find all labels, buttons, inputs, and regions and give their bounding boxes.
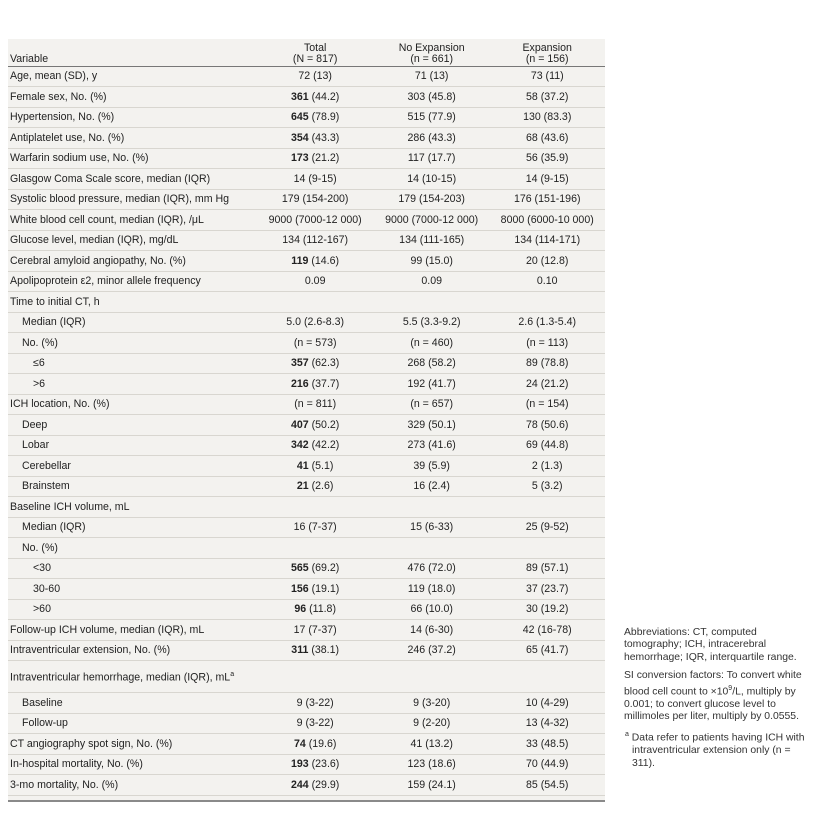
row-label: Glasgow Coma Scale score, median (IQR) bbox=[8, 169, 256, 190]
cell-expansion: 70 (44.9) bbox=[489, 754, 605, 775]
row-label: 3-mo mortality, No. (%) bbox=[8, 775, 256, 796]
cell-total: 645 (78.9) bbox=[256, 107, 373, 128]
cell-total: 179 (154-200) bbox=[256, 189, 373, 210]
table-row bbox=[8, 66, 605, 87]
cell-no-expansion: 303 (45.8) bbox=[374, 87, 490, 108]
cell-expansion: 68 (43.6) bbox=[489, 128, 605, 149]
row-label: Age, mean (SD), y bbox=[8, 66, 256, 87]
cell-no-expansion: 14 (10-15) bbox=[374, 169, 490, 190]
row-label: Brainstem bbox=[8, 476, 256, 497]
cell-expansion: 42 (16-78) bbox=[489, 620, 605, 641]
table-row bbox=[8, 754, 605, 775]
row-label: Systolic blood pressure, median (IQR), mm Hg bbox=[8, 189, 256, 210]
table-row bbox=[8, 693, 605, 714]
cell-no-expansion: 329 (50.1) bbox=[374, 415, 490, 436]
row-label: <30 bbox=[8, 558, 256, 579]
cell-no-expansion: 41 (13.2) bbox=[374, 734, 490, 755]
table-row bbox=[8, 456, 605, 477]
row-label: No. (%) bbox=[8, 538, 256, 559]
row-label: CT angiography spot sign, No. (%) bbox=[8, 734, 256, 755]
cell-total: 216 (37.7) bbox=[256, 374, 373, 395]
cell-no-expansion: 15 (6-33) bbox=[374, 517, 490, 538]
cell-expansion: (n = 113) bbox=[489, 333, 605, 354]
cell-no-expansion: 9 (3-20) bbox=[374, 693, 490, 714]
row-label: Median (IQR) bbox=[8, 312, 256, 333]
cell-expansion bbox=[489, 661, 605, 693]
cell-expansion bbox=[489, 497, 605, 518]
table-row bbox=[8, 210, 605, 231]
cell-total: 156 (19.1) bbox=[256, 579, 373, 600]
cell-no-expansion: 246 (37.2) bbox=[374, 640, 490, 661]
cell-total: 311 (38.1) bbox=[256, 640, 373, 661]
table-row bbox=[8, 558, 605, 579]
row-label: Follow-up bbox=[8, 713, 256, 734]
table-row bbox=[8, 271, 605, 292]
table-row bbox=[8, 734, 605, 755]
cell-expansion: 13 (4-32) bbox=[489, 713, 605, 734]
cell-expansion: 89 (57.1) bbox=[489, 558, 605, 579]
cell-expansion: 89 (78.8) bbox=[489, 353, 605, 374]
cell-total: 5.0 (2.6-8.3) bbox=[256, 312, 373, 333]
cell-no-expansion bbox=[374, 538, 490, 559]
cell-total: 9 (3-22) bbox=[256, 713, 373, 734]
cell-expansion: 58 (37.2) bbox=[489, 87, 605, 108]
cell-expansion: 0.10 bbox=[489, 271, 605, 292]
si-conversion-note: SI conversion factors: To convert white blood cell count to $\times 10^9/L$, multiply by 0.001; to convert glucose level to millimoles per liter, multiply by 0.0555. bbox=[624, 670, 802, 722]
cell-total: 21 (2.6) bbox=[256, 476, 373, 497]
table-row bbox=[8, 230, 605, 251]
cell-no-expansion: 119 (18.0) bbox=[374, 579, 490, 600]
header-no-expansion: No Expansion (n = 661) bbox=[374, 39, 490, 66]
cell-total: (n = 573) bbox=[256, 333, 373, 354]
cell-total: (n = 811) bbox=[256, 394, 373, 415]
table-row bbox=[8, 87, 605, 108]
cell-expansion: 65 (41.7) bbox=[489, 640, 605, 661]
table-row bbox=[8, 333, 605, 354]
row-label: Warfarin sodium use, No. (%) bbox=[8, 148, 256, 169]
table-row bbox=[8, 169, 605, 190]
cell-expansion: 14 (9-15) bbox=[489, 169, 605, 190]
cell-total: 0.09 bbox=[256, 271, 373, 292]
row-label: Apolipoprotein ε2, minor allele frequency bbox=[8, 271, 256, 292]
cell-expansion: 134 (114-171) bbox=[489, 230, 605, 251]
cell-no-expansion: 71 (13) bbox=[374, 66, 490, 87]
cell-no-expansion: 117 (17.7) bbox=[374, 148, 490, 169]
table-row bbox=[8, 415, 605, 436]
footnote-a: $^a$ Data refer to patients having ICH with intraventricular extension only (n = 311). bbox=[625, 731, 805, 769]
table-row bbox=[8, 107, 605, 128]
cell-total: 354 (43.3) bbox=[256, 128, 373, 149]
cell-expansion: 176 (151-196) bbox=[489, 189, 605, 210]
header-total: Total (N = 817) bbox=[256, 39, 373, 66]
row-label: Intraventricular hemorrhage, median (IQR), $mL^a$ bbox=[8, 661, 256, 693]
table-row bbox=[8, 538, 605, 559]
cell-expansion: 78 (50.6) bbox=[489, 415, 605, 436]
cell-total: 173 (21.2) bbox=[256, 148, 373, 169]
table-row bbox=[8, 497, 605, 518]
cell-no-expansion: (n = 657) bbox=[374, 394, 490, 415]
row-label: >6 bbox=[8, 374, 256, 395]
data-table bbox=[8, 39, 605, 796]
cell-no-expansion: 159 (24.1) bbox=[374, 775, 490, 796]
cell-no-expansion: 5.5 (3.3-9.2) bbox=[374, 312, 490, 333]
cell-no-expansion: 9 (2-20) bbox=[374, 713, 490, 734]
baseline-characteristics-table bbox=[8, 39, 605, 796]
table-row bbox=[8, 476, 605, 497]
cell-no-expansion: 0.09 bbox=[374, 271, 490, 292]
cell-expansion: 37 (23.7) bbox=[489, 579, 605, 600]
cell-no-expansion bbox=[374, 292, 490, 313]
cell-total: 17 (7-37) bbox=[256, 620, 373, 641]
header-expansion: Expansion (n = 156) bbox=[489, 39, 605, 66]
cell-total: 74 (19.6) bbox=[256, 734, 373, 755]
cell-expansion: 2 (1.3) bbox=[489, 456, 605, 477]
cell-expansion: 20 (12.8) bbox=[489, 251, 605, 272]
cell-expansion bbox=[489, 538, 605, 559]
table-row bbox=[8, 579, 605, 600]
cell-no-expansion: 99 (15.0) bbox=[374, 251, 490, 272]
row-label: Lobar bbox=[8, 435, 256, 456]
cell-expansion: (n = 154) bbox=[489, 394, 605, 415]
table-row bbox=[8, 640, 605, 661]
cell-no-expansion: (n = 460) bbox=[374, 333, 490, 354]
cell-total bbox=[256, 538, 373, 559]
row-label: Time to initial CT, h bbox=[8, 292, 256, 313]
cell-total: 407 (50.2) bbox=[256, 415, 373, 436]
cell-total bbox=[256, 292, 373, 313]
cell-expansion bbox=[489, 292, 605, 313]
cell-no-expansion: 286 (43.3) bbox=[374, 128, 490, 149]
row-label: 30-60 bbox=[8, 579, 256, 600]
table-row bbox=[8, 292, 605, 313]
cell-expansion: 69 (44.8) bbox=[489, 435, 605, 456]
cell-total: 9000 (7000-12 000) bbox=[256, 210, 373, 231]
cell-total: 96 (11.8) bbox=[256, 599, 373, 620]
row-label: Follow-up ICH volume, median (IQR), mL bbox=[8, 620, 256, 641]
table-row bbox=[8, 374, 605, 395]
table-row bbox=[8, 148, 605, 169]
cell-no-expansion: 16 (2.4) bbox=[374, 476, 490, 497]
table-row bbox=[8, 128, 605, 149]
table-row bbox=[8, 312, 605, 333]
cell-total: 357 (62.3) bbox=[256, 353, 373, 374]
cell-total: 16 (7-37) bbox=[256, 517, 373, 538]
cell-no-expansion: 515 (77.9) bbox=[374, 107, 490, 128]
row-label: >60 bbox=[8, 599, 256, 620]
cell-no-expansion: 273 (41.6) bbox=[374, 435, 490, 456]
cell-total: 342 (42.2) bbox=[256, 435, 373, 456]
row-label: ≤6 bbox=[8, 353, 256, 374]
row-label: In-hospital mortality, No. (%) bbox=[8, 754, 256, 775]
cell-total bbox=[256, 497, 373, 518]
cell-expansion: 56 (35.9) bbox=[489, 148, 605, 169]
table-notes bbox=[624, 627, 816, 776]
row-label: Antiplatelet use, No. (%) bbox=[8, 128, 256, 149]
cell-no-expansion: 9000 (7000-12 000) bbox=[374, 210, 490, 231]
cell-no-expansion: 192 (41.7) bbox=[374, 374, 490, 395]
cell-total: 41 (5.1) bbox=[256, 456, 373, 477]
table-row bbox=[8, 353, 605, 374]
row-label: Cerebral amyloid angiopathy, No. (%) bbox=[8, 251, 256, 272]
row-label: Deep bbox=[8, 415, 256, 436]
row-label: Intraventricular extension, No. (%) bbox=[8, 640, 256, 661]
cell-total: 361 (44.2) bbox=[256, 87, 373, 108]
cell-expansion: 85 (54.5) bbox=[489, 775, 605, 796]
table-row bbox=[8, 251, 605, 272]
table-row bbox=[8, 435, 605, 456]
cell-total: 119 (14.6) bbox=[256, 251, 373, 272]
table-row bbox=[8, 394, 605, 415]
cell-expansion: 33 (48.5) bbox=[489, 734, 605, 755]
cell-expansion: 25 (9-52) bbox=[489, 517, 605, 538]
cell-no-expansion: 134 (111-165) bbox=[374, 230, 490, 251]
cell-total: 9 (3-22) bbox=[256, 693, 373, 714]
table-row bbox=[8, 713, 605, 734]
row-label: Female sex, No. (%) bbox=[8, 87, 256, 108]
cell-no-expansion: 14 (6-30) bbox=[374, 620, 490, 641]
cell-total: 72 (13) bbox=[256, 66, 373, 87]
row-label: Glucose level, median (IQR), mg/dL bbox=[8, 230, 256, 251]
row-label: Baseline bbox=[8, 693, 256, 714]
row-label: ICH location, No. (%) bbox=[8, 394, 256, 415]
cell-no-expansion bbox=[374, 497, 490, 518]
cell-no-expansion: 179 (154-203) bbox=[374, 189, 490, 210]
table-row bbox=[8, 620, 605, 641]
cell-total bbox=[256, 661, 373, 693]
cell-total: 565 (69.2) bbox=[256, 558, 373, 579]
row-label: Hypertension, No. (%) bbox=[8, 107, 256, 128]
row-label: Median (IQR) bbox=[8, 517, 256, 538]
abbreviations-note: Abbreviations: CT, computed tomography; ICH, intracerebral hemorrhage; IQR, interquartile range. bbox=[624, 627, 797, 663]
row-label: Baseline ICH volume, mL bbox=[8, 497, 256, 518]
cell-expansion: 5 (3.2) bbox=[489, 476, 605, 497]
table-row bbox=[8, 599, 605, 620]
cell-no-expansion: 39 (5.9) bbox=[374, 456, 490, 477]
row-label: White blood cell count, median (IQR), /μL bbox=[8, 210, 256, 231]
cell-expansion: 30 (19.2) bbox=[489, 599, 605, 620]
cell-expansion: 24 (21.2) bbox=[489, 374, 605, 395]
cell-no-expansion: 123 (18.6) bbox=[374, 754, 490, 775]
cell-expansion: 130 (83.3) bbox=[489, 107, 605, 128]
row-label: Cerebellar bbox=[8, 456, 256, 477]
cell-expansion: 8000 (6000-10 000) bbox=[489, 210, 605, 231]
cell-no-expansion: 268 (58.2) bbox=[374, 353, 490, 374]
cell-total: 134 (112-167) bbox=[256, 230, 373, 251]
table-row bbox=[8, 189, 605, 210]
cell-no-expansion bbox=[374, 661, 490, 693]
table-header-row bbox=[8, 39, 605, 66]
cell-total: 14 (9-15) bbox=[256, 169, 373, 190]
cell-no-expansion: 476 (72.0) bbox=[374, 558, 490, 579]
row-label: No. (%) bbox=[8, 333, 256, 354]
cell-total: 193 (23.6) bbox=[256, 754, 373, 775]
header-variable: Variable bbox=[8, 39, 256, 66]
cell-expansion: 10 (4-29) bbox=[489, 693, 605, 714]
table-row bbox=[8, 775, 605, 796]
cell-no-expansion: 66 (10.0) bbox=[374, 599, 490, 620]
cell-expansion: 73 (11) bbox=[489, 66, 605, 87]
cell-total: 244 (29.9) bbox=[256, 775, 373, 796]
cell-expansion: 2.6 (1.3-5.4) bbox=[489, 312, 605, 333]
table-row bbox=[8, 661, 605, 693]
table-row bbox=[8, 517, 605, 538]
